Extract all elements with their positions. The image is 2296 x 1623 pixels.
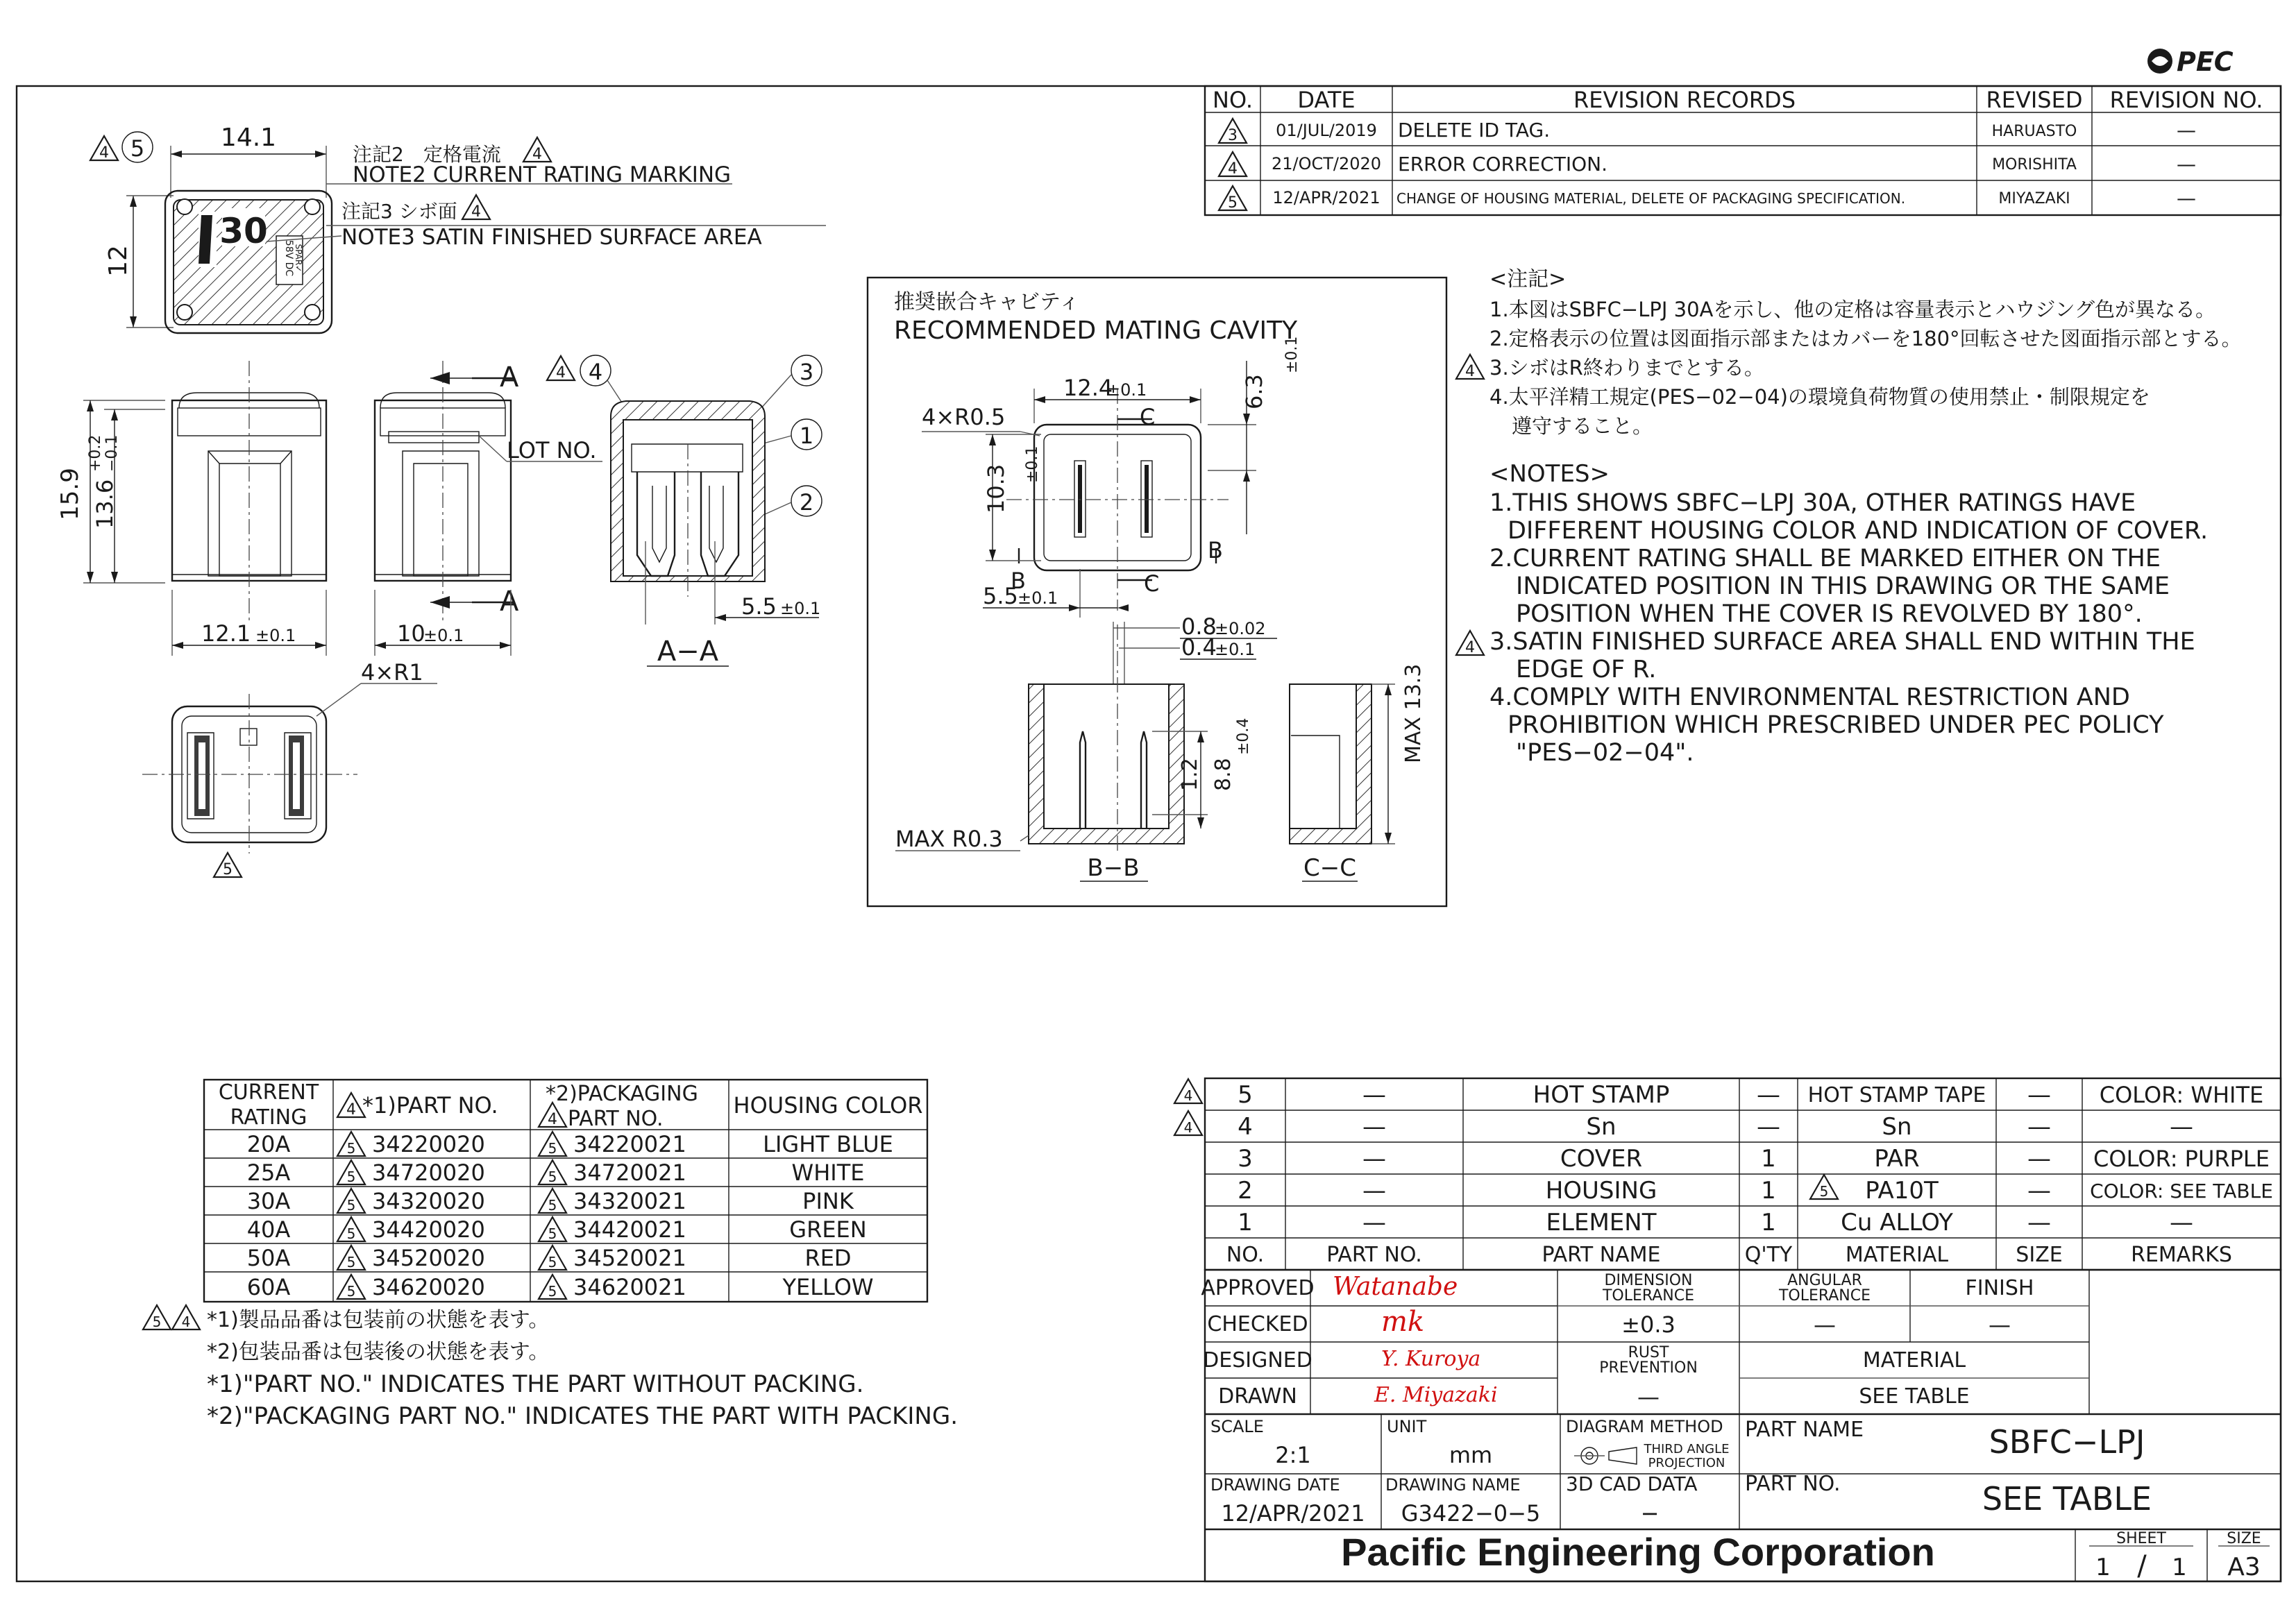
pack-no-cell: 34620021: [573, 1274, 686, 1300]
ang-tol-label: TOLERANCE: [1778, 1287, 1871, 1305]
ang-tol-label: ANGULAR: [1787, 1272, 1862, 1289]
pack-no-cell: 34220021: [573, 1131, 686, 1157]
mating-dim-a: 1.2: [1178, 758, 1202, 791]
checked-signature: mk: [1381, 1306, 1425, 1338]
bom-no: 3: [1238, 1145, 1253, 1173]
rev-header-revised: REVISED: [1986, 87, 2083, 113]
bom-part-no: —: [1362, 1209, 1386, 1237]
ratings-header: *2)PACKAGING: [546, 1082, 698, 1106]
finish-value: —: [1989, 1311, 2011, 1338]
material-value: SEE TABLE: [1859, 1384, 1970, 1409]
notes-en-line: POSITION WHEN THE COVER IS REVOLVED BY 180°.: [1516, 600, 2143, 628]
table-row: [247, 1159, 865, 1186]
rev-tag: 4: [471, 203, 481, 221]
section-mark-c-top: C: [1140, 404, 1156, 430]
screw-icon: [177, 305, 192, 320]
rev-tag: 5: [346, 1283, 356, 1300]
rev-tag: 4: [99, 144, 109, 162]
bom-material: HOT STAMP TAPE: [1807, 1083, 1986, 1107]
rev-tag: 4: [1183, 1119, 1193, 1136]
lot-no-label: LOT NO.: [507, 437, 597, 464]
bom-size: —: [2027, 1113, 2051, 1141]
table-row: [1238, 1175, 2273, 1205]
bom-table: [1174, 1078, 2281, 1270]
table-row: [247, 1188, 854, 1214]
diagram-value: PROJECTION: [1648, 1456, 1725, 1470]
mating-dim-right: 6.3: [1241, 374, 1267, 409]
bom-part-no: —: [1362, 1113, 1386, 1141]
callout-5-label: 5: [130, 135, 145, 162]
notes-jp-line: 1.本図はSBFC−LPJ 30Aを示し、他の定格は容量表示とハウジング色が異なる。: [1489, 298, 2216, 321]
rust-label: PREVENTION: [1599, 1359, 1698, 1377]
bom-material: PA10T: [1865, 1177, 1939, 1205]
cad-value: −: [1640, 1500, 1660, 1527]
color-cell: RED: [804, 1245, 852, 1271]
color-cell: LIGHT BLUE: [763, 1131, 893, 1157]
pack-no-cell: 34420021: [573, 1216, 686, 1243]
bom-no: 2: [1238, 1177, 1253, 1205]
bom-name: Sn: [1586, 1113, 1617, 1141]
rev-tag: 5: [548, 1169, 557, 1185]
callout-3-label: 3: [799, 359, 814, 385]
rev-date: 21/OCT/2020: [1271, 154, 1382, 173]
size-value: A3: [2227, 1553, 2261, 1581]
mating-dim-top: 12.4: [1063, 375, 1113, 401]
scale-value: 2:1: [1275, 1442, 1311, 1468]
notes-en-line: PROHIBITION WHICH PRESCRIBED UNDER PEC POLICY: [1508, 711, 2164, 739]
sheet-separator: /: [2137, 1550, 2147, 1582]
side-view: [375, 361, 602, 656]
section-label-aa: A−A: [657, 636, 719, 668]
rev-revised: HARUASTO: [1991, 123, 2077, 140]
mating-title-en: RECOMMENDED MATING CAVITY: [894, 316, 1298, 345]
table-row: [1219, 186, 2196, 212]
dim-front-tol-minus: −0.1: [103, 434, 121, 472]
callout-2-label: 2: [799, 489, 814, 516]
bom-no: 4: [1238, 1113, 1253, 1141]
mating-dim-b-tol: ±0.4: [1235, 717, 1252, 755]
mating-cavity-panel: [868, 278, 1446, 906]
bom-no: 1: [1238, 1209, 1253, 1237]
notes-jp-line: 2.定格表示の位置は図面指示部またはカバーを180°回転させた図面指示部とする。: [1489, 327, 2242, 350]
part-no-cell: 34620020: [372, 1274, 485, 1300]
notes-en-line: DIFFERENT HOUSING COLOR AND INDICATION OF COVER.: [1508, 517, 2209, 545]
mating-dim-right-tol: ±0.1: [1283, 336, 1301, 373]
drawn-signature: E. Miyazaki: [1374, 1383, 1498, 1407]
mating-dim-max: MAX 13.3: [1401, 663, 1426, 763]
checked-label: CHECKED: [1207, 1312, 1308, 1336]
screw-icon: [305, 199, 320, 214]
mating-dim-left-tol: ±0.1: [1024, 445, 1041, 483]
dim-top-width: 14.1: [220, 124, 277, 152]
notes-jp-heading: <注記>: [1489, 267, 1567, 291]
notes-en-line: EDGE OF R.: [1516, 656, 1657, 683]
table-row: [1219, 119, 2196, 144]
color-cell: GREEN: [789, 1216, 867, 1243]
rev-header-no: NO.: [1213, 87, 1253, 113]
pec-logo: [2147, 46, 2234, 77]
cad-label: 3D CAD DATA: [1566, 1472, 1698, 1495]
rev-tag: 5: [548, 1140, 557, 1157]
rating-cell: 25A: [246, 1159, 291, 1186]
bom-qty: —: [1757, 1113, 1780, 1141]
bom-remarks: —: [2170, 1113, 2193, 1141]
section-label-cc: C−C: [1303, 854, 1356, 882]
bom-material: Cu ALLOY: [1841, 1209, 1953, 1237]
part-name-label: PART NAME: [1745, 1418, 1864, 1442]
table-row: [1238, 1209, 2193, 1237]
bom-header-row: [1226, 1243, 2232, 1267]
notes-en-line: 4.COMPLY WITH ENVIRONMENTAL RESTRICTION AND: [1489, 683, 2130, 711]
rust-value: —: [1637, 1384, 1660, 1410]
table-row: [247, 1245, 852, 1271]
rev-tag: 4: [532, 146, 542, 163]
bom-size: —: [2027, 1209, 2051, 1237]
section-label-bb: B−B: [1087, 854, 1140, 882]
bom-qty: —: [1757, 1081, 1780, 1109]
rev-tag: 5: [1228, 194, 1238, 212]
footnote: *2)"PACKAGING PART NO." INDICATES THE PART WITH PACKING.: [207, 1402, 959, 1430]
section-mark-a-top: A: [500, 362, 519, 393]
notes-en-line: INDICATED POSITION IN THIS DRAWING OR THE SAME: [1516, 572, 2170, 600]
rev-no: —: [2177, 187, 2196, 210]
dim-front-tol-plus: +0.2: [87, 434, 104, 472]
notes-en-line: 2.CURRENT RATING SHALL BE MARKED EITHER ON THE: [1489, 545, 2161, 572]
drawing-name-label: DRAWING NAME: [1385, 1475, 1521, 1495]
note2-en: NOTE2 CURRENT RATING MARKING: [353, 162, 732, 187]
third-angle-icon: [1574, 1447, 1637, 1464]
rust-label: RUST: [1628, 1344, 1669, 1361]
unit-label: UNIT: [1387, 1417, 1427, 1436]
designed-label: DESIGNED: [1203, 1348, 1312, 1373]
rev-tag: 5: [152, 1314, 162, 1330]
title-block: [1201, 1270, 2281, 1582]
drawing-date-value: 12/APR/2021: [1221, 1500, 1365, 1527]
section-mark-b-right: B: [1208, 537, 1223, 563]
rev-tag: 5: [223, 861, 233, 878]
rev-tag: 5: [346, 1225, 356, 1242]
bom-name: COVER: [1560, 1145, 1643, 1173]
bom-header: REMARKS: [2131, 1243, 2232, 1267]
rev-no: —: [2177, 153, 2196, 176]
dim-front-height-outer: 15.9: [56, 468, 84, 520]
note3-en: NOTE3 SATIN FINISHED SURFACE AREA: [341, 225, 762, 250]
ratings-header: *1)PART NO.: [362, 1092, 498, 1119]
pack-no-cell: 34320021: [573, 1188, 686, 1214]
note3-jp: 注記3 シボ面: [341, 200, 457, 223]
mating-dim-top-tol: ±0.1: [1106, 380, 1147, 400]
notes-english: [1456, 460, 2208, 767]
drawn-label: DRAWN: [1218, 1384, 1297, 1409]
dim-side-width: 10: [397, 620, 425, 647]
part-no-cell: 34420020: [372, 1216, 485, 1243]
notes-jp-line: 遵守すること。: [1512, 414, 1653, 438]
table-row: [1238, 1145, 2270, 1173]
bom-qty: 1: [1761, 1209, 1776, 1237]
section-view-aa: [547, 355, 822, 668]
part-no-cell: 34720020: [372, 1159, 485, 1186]
rev-date: 01/JUL/2019: [1276, 121, 1377, 140]
dim-section-tol: ±0.1: [780, 599, 821, 618]
section-mark-a-bottom: A: [500, 586, 519, 618]
finish-label: FINISH: [1965, 1276, 2034, 1300]
table-row: [1174, 1079, 2263, 1109]
rev-tag: 4: [1465, 639, 1475, 656]
footnote: *1)製品品番は包装前の状態を表す。: [207, 1308, 550, 1332]
note2-jp: 注記2 定格電流: [353, 143, 501, 166]
company-name: Pacific Engineering Corporation: [1341, 1530, 1935, 1574]
part-name-value: SBFC−LPJ: [1989, 1423, 2145, 1461]
mating-dim-bottom: 5.5: [983, 583, 1018, 609]
rev-tag: 5: [346, 1140, 356, 1157]
mating-title-jp: 推奨嵌合キャビティ: [894, 290, 1080, 314]
mating-radius-label: 4×R0.5: [922, 404, 1006, 430]
bom-name: ELEMENT: [1546, 1209, 1657, 1237]
part-no-cell: 34220020: [372, 1131, 485, 1157]
mating-dim-gap-tol: ±0.1: [1215, 640, 1256, 659]
material-label: MATERIAL: [1862, 1348, 1966, 1373]
rating-cell: 30A: [246, 1188, 291, 1214]
bom-size: —: [2027, 1081, 2051, 1109]
rev-tag: 3: [1228, 127, 1238, 144]
dim-section: 5.5: [741, 593, 777, 620]
rev-tag: 5: [548, 1283, 557, 1300]
bom-header: NO.: [1226, 1243, 1265, 1267]
pack-no-cell: 34720021: [573, 1159, 686, 1186]
mating-dim-bottom-tol: ±0.1: [1018, 588, 1058, 608]
table-row: [247, 1274, 874, 1300]
rev-revised: MORISHITA: [1992, 156, 2077, 173]
callout-1-label: 1: [799, 423, 814, 449]
ang-tol-value: —: [1814, 1311, 1836, 1338]
ratings-header: CURRENT: [218, 1080, 319, 1105]
bom-remarks: COLOR: SEE TABLE: [2090, 1180, 2273, 1203]
rev-tag: 4: [1465, 363, 1475, 380]
part-no-label: PART NO.: [1745, 1472, 1841, 1496]
bom-qty: 1: [1761, 1177, 1776, 1205]
bom-remarks: COLOR: PURPLE: [2093, 1146, 2270, 1172]
bom-qty: 1: [1761, 1145, 1776, 1173]
mating-dim-b: 8.8: [1211, 758, 1235, 791]
rev-record: DELETE ID TAG.: [1398, 119, 1551, 142]
notes-japanese: [1456, 267, 2242, 438]
bom-name: HOUSING: [1545, 1177, 1657, 1205]
notes-jp-line: 3.シボはR終わりまでとする。: [1489, 356, 1764, 380]
table-row: [247, 1216, 867, 1243]
section-mark-c-bottom: C: [1144, 570, 1160, 597]
part-no-cell: 34520020: [372, 1245, 485, 1271]
mating-dim-left: 10.3: [983, 464, 1009, 513]
ratings-table: [143, 1080, 958, 1430]
dim-side-width-tol: ±0.1: [423, 626, 464, 645]
mating-dim-gap: 0.4: [1181, 634, 1217, 661]
rev-date: 12/APR/2021: [1272, 188, 1381, 207]
rev-tag: 4: [346, 1101, 356, 1119]
bom-header: PART NO.: [1326, 1243, 1422, 1267]
rev-header-rev-no: REVISION NO.: [2109, 87, 2263, 113]
rev-tag: 4: [1228, 160, 1238, 178]
bom-size: —: [2027, 1177, 2051, 1205]
drawing-name-value: G3422−0−5: [1401, 1500, 1541, 1527]
front-view: [56, 361, 326, 656]
pack-no-cell: 34520021: [573, 1245, 686, 1271]
rev-tag: 5: [346, 1197, 356, 1214]
dim-front-height-inner: 13.6: [92, 479, 118, 529]
rev-tag: 4: [1183, 1087, 1193, 1104]
bom-no: 5: [1238, 1081, 1253, 1109]
bottom-view: [142, 659, 437, 878]
rev-revised: MIYAZAKI: [1998, 190, 2070, 207]
rev-header-records: REVISION RECORDS: [1573, 87, 1796, 113]
part-no-value: SEE TABLE: [1982, 1480, 2152, 1518]
side-mark: 58V DC: [283, 239, 294, 277]
size-label: SIZE: [2227, 1530, 2261, 1547]
screw-icon: [177, 199, 192, 214]
designed-signature: Y. Kuroya: [1381, 1347, 1481, 1371]
rating-cell: 60A: [246, 1274, 291, 1300]
pec-logo-text: PEC: [2177, 46, 2234, 77]
section-mark-b-left: B: [1011, 568, 1026, 594]
dim-front-width-tol: ±0.1: [255, 626, 296, 645]
rev-tag: 5: [1819, 1183, 1829, 1200]
callout-4-label: 4: [588, 359, 603, 385]
notes-en-line: 1.THIS SHOWS SBFC−LPJ 30A, OTHER RATINGS HAVE: [1489, 489, 2136, 517]
rev-tag: 5: [548, 1254, 557, 1271]
ratings-header: RATING: [230, 1105, 307, 1130]
ratings-header: PART NO.: [568, 1107, 664, 1131]
ratings-header: HOUSING COLOR: [733, 1092, 923, 1119]
bom-material: PAR: [1874, 1145, 1920, 1173]
color-cell: WHITE: [791, 1159, 865, 1186]
sheet-label: SHEET: [2116, 1530, 2166, 1547]
bom-part-no: —: [1362, 1177, 1386, 1205]
scale-label: SCALE: [1210, 1417, 1264, 1436]
rev-tag: 4: [548, 1111, 557, 1128]
bom-header: PART NAME: [1542, 1243, 1661, 1267]
footnote: *1)"PART NO." INDICATES THE PART WITHOUT PACKING.: [207, 1370, 864, 1398]
footnote: *2)包装品番は包装後の状態を表す。: [207, 1340, 550, 1364]
screw-icon: [305, 305, 320, 320]
rating-cell: 40A: [246, 1216, 291, 1243]
bom-remarks: COLOR: WHITE: [2099, 1082, 2264, 1108]
unit-value: mm: [1449, 1442, 1493, 1468]
table-row: [1174, 1111, 2193, 1141]
rev-no: —: [2177, 119, 2196, 142]
dim-front-width: 12.1: [201, 620, 251, 647]
approved-label: APPROVED: [1201, 1276, 1315, 1300]
sheet-total: 1: [2172, 1554, 2187, 1581]
part-no-cell: 34320020: [372, 1188, 485, 1214]
bom-size: —: [2027, 1145, 2051, 1173]
bom-part-no: —: [1362, 1081, 1386, 1109]
rev-tag: 5: [346, 1169, 356, 1185]
bom-header: MATERIAL: [1845, 1243, 1949, 1267]
notes-en-heading: <NOTES>: [1489, 460, 1610, 488]
dim-tol-label: TOLERANCE: [1602, 1287, 1695, 1305]
diagram-label: DIAGRAM METHOD: [1566, 1417, 1723, 1436]
rev-tag: 5: [548, 1225, 557, 1242]
rev-tag: 4: [181, 1314, 191, 1330]
diagram-value: THIRD ANGLE: [1644, 1442, 1730, 1456]
mating-max-radius: MAX R0.3: [895, 826, 1003, 852]
radius-label: 4×R1: [361, 659, 423, 686]
rev-tag: 4: [556, 364, 566, 382]
side-mark-2: SPAR✓: [294, 244, 303, 273]
table-row: [1219, 152, 2196, 178]
notes-en-line: "PES−02−04".: [1516, 739, 1694, 767]
rev-header-date: DATE: [1297, 87, 1356, 113]
table-row: [247, 1131, 893, 1157]
sheet-current: 1: [2095, 1554, 2111, 1581]
revision-table: [1205, 86, 2281, 215]
rev-tag: 5: [346, 1254, 356, 1271]
bom-header: Q'TY: [1744, 1243, 1793, 1267]
mating-dim-slot: 0.8: [1181, 613, 1217, 640]
bom-part-no: —: [1362, 1145, 1386, 1173]
color-cell: YELLOW: [782, 1274, 874, 1300]
rev-record: ERROR CORRECTION.: [1398, 153, 1607, 176]
bom-header: SIZE: [2016, 1243, 2063, 1267]
rating-mark: 30: [219, 211, 268, 251]
rev-tag: 5: [548, 1197, 557, 1214]
color-cell: PINK: [802, 1188, 854, 1214]
notes-jp-line: 4.太平洋精工規定(PES−02−04)の環境負荷物質の使用禁止・制限規定を: [1489, 385, 2150, 409]
mating-dim-slot-tol: ±0.02: [1215, 619, 1266, 638]
top-view: [90, 124, 826, 333]
drawing-date-label: DRAWING DATE: [1210, 1475, 1340, 1495]
approved-signature: Watanabe: [1333, 1273, 1458, 1301]
bom-name: HOT STAMP: [1533, 1081, 1670, 1109]
rev-record: CHANGE OF HOUSING MATERIAL, DELETE OF PACKAGING SPECIFICATION.: [1396, 190, 1906, 207]
rating-cell: 20A: [246, 1131, 291, 1157]
dim-tol-value: ±0.3: [1621, 1311, 1675, 1338]
dim-tol-label: DIMENSION: [1604, 1272, 1693, 1289]
notes-en-line: 3.SATIN FINISHED SURFACE AREA SHALL END WITHIN THE: [1489, 628, 2195, 656]
bom-material: Sn: [1882, 1113, 1912, 1141]
dim-top-height: 12: [104, 245, 133, 277]
bom-remarks: —: [2170, 1209, 2193, 1237]
rating-cell: 50A: [246, 1245, 291, 1271]
